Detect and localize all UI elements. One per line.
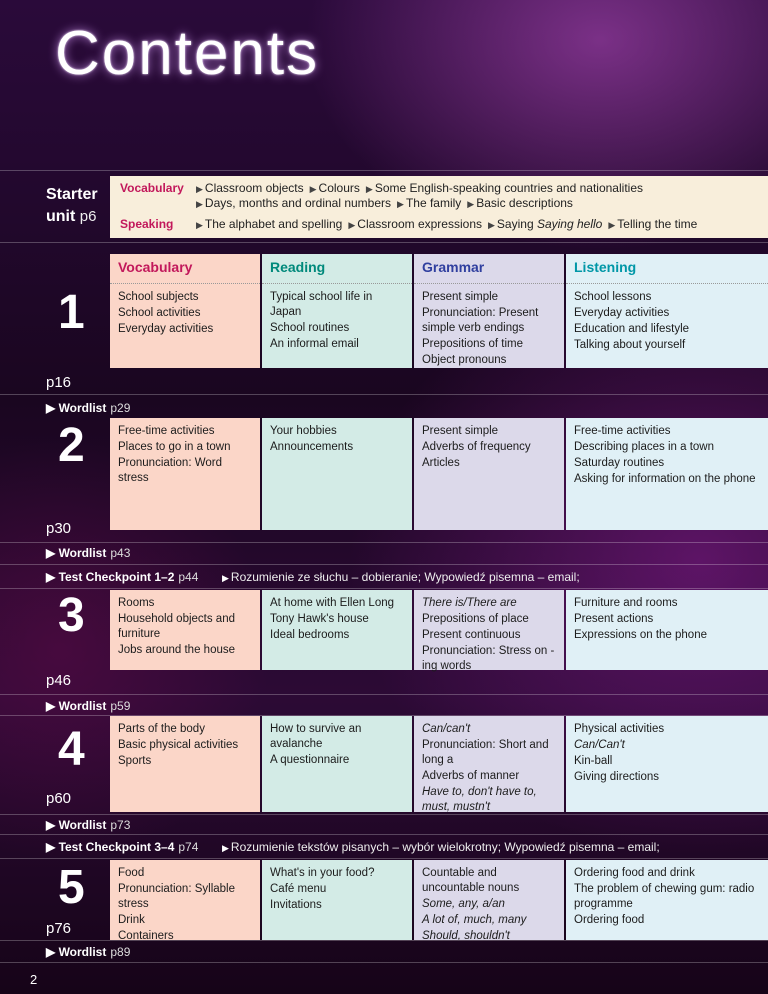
divider xyxy=(0,940,768,941)
wordlist-label: Wordlist xyxy=(58,818,107,832)
unit4-listening-item: Can/Can't xyxy=(574,739,625,751)
unit2-grammar-item: Articles xyxy=(422,457,460,469)
starter-vocab-item: The family xyxy=(405,196,462,210)
unit2-reading-item: Your hobbies xyxy=(270,425,337,437)
unit5-vocab-item: Food xyxy=(118,867,145,879)
unit2-vocab-item: Free-time activities xyxy=(118,425,215,437)
unit4-reading-item: A questionnaire xyxy=(270,754,350,766)
starter-speaking-item: Telling the time xyxy=(617,217,698,231)
starter-vocab-row2: ▶ Days, months and ordinal numbers ▶ The family ▶ Basic descriptions xyxy=(196,196,573,210)
unit5-reading-item: What's in your food? xyxy=(270,867,375,879)
unit5-reading-item: Invitations xyxy=(270,899,322,911)
wordlist-label: Wordlist xyxy=(58,699,107,713)
unit-2-row xyxy=(110,418,768,530)
wordlist-page: p89 xyxy=(110,945,131,959)
unit3-grammar-item: Present continuous xyxy=(422,629,521,641)
unit-3-page[interactable]: p46 xyxy=(46,672,72,689)
unit2-listening-item: Asking for information on the phone xyxy=(574,473,756,485)
starter-vocab-item: Colours xyxy=(318,181,360,195)
unit2-vocab-item: Places to go in a town xyxy=(118,441,231,453)
unit5-reading-item: Café menu xyxy=(270,883,327,895)
divider xyxy=(0,962,768,963)
unit2-grammar-item: Adverbs of frequency xyxy=(422,441,531,453)
unit1-listening-item: Talking about yourself xyxy=(574,339,686,351)
unit1-reading-item: An informal email xyxy=(270,338,359,350)
header-vocabulary: Vocabulary xyxy=(110,254,260,284)
header-reading: Reading xyxy=(262,254,412,284)
checkpoint-page: p74 xyxy=(178,840,199,854)
divider xyxy=(0,564,768,565)
unit3-reading-item: Tony Hawk's house xyxy=(270,613,369,625)
test-checkpoint-1-2[interactable]: ▶ Test Checkpoint 1–2 p44 ▶ Rozumienie ze słuchu – dobieranie; Wypowiedź pisemna – email; xyxy=(46,570,580,584)
unit5-vocab-item: Drink xyxy=(118,914,145,926)
divider xyxy=(0,542,768,543)
starter-vocab-item: Basic descriptions xyxy=(476,196,573,210)
unit-1-row xyxy=(110,254,768,368)
wordlist-page: p29 xyxy=(110,401,131,415)
unit2-reading-item: Announcements xyxy=(270,441,354,453)
checkpoint-description: Rozumienie ze słuchu – dobieranie; Wypowiedź pisemna – email; xyxy=(230,570,580,584)
wordlist-link[interactable]: ▶ Wordlist p43 xyxy=(46,546,131,560)
wordlist-link[interactable]: ▶ Wordlist p29 xyxy=(46,401,131,415)
divider xyxy=(0,394,768,395)
page-title: Contents xyxy=(55,19,320,88)
unit-5-row xyxy=(110,860,768,940)
unit1-listening-item: Education and lifestyle xyxy=(574,323,690,335)
wordlist-link[interactable]: ▶ Wordlist p73 xyxy=(46,818,131,832)
divider xyxy=(0,242,768,243)
unit3-grammar-item: Prepositions of place xyxy=(422,613,529,625)
starter-speaking-heading: Speaking xyxy=(120,217,174,231)
divider xyxy=(0,588,768,589)
wordlist-label: Wordlist xyxy=(58,401,107,415)
checkpoint-page: p44 xyxy=(178,570,199,584)
unit1-reading-item: School routines xyxy=(270,322,350,334)
divider xyxy=(0,814,768,815)
unit5-grammar-item: Some, any, a/an xyxy=(422,898,505,910)
divider xyxy=(0,694,768,695)
page-number: 2 xyxy=(30,972,38,987)
divider xyxy=(0,858,768,859)
unit5-grammar-item: Countable and uncountable nouns xyxy=(422,867,520,894)
unit1-vocab-item: School activities xyxy=(118,307,201,319)
unit-3-row xyxy=(110,590,768,670)
unit3-vocab-item: Jobs around the house xyxy=(118,644,236,656)
unit5-listening-item: Ordering food and drink xyxy=(574,867,695,879)
unit5-listening-item: The problem of chewing gum: radio programme xyxy=(574,883,755,910)
starter-speaking-item: Classroom expressions xyxy=(357,217,482,231)
wordlist-label: Wordlist xyxy=(58,546,107,560)
wordlist-link[interactable]: ▶ Wordlist p59 xyxy=(46,699,131,713)
starter-speaking-item: The alphabet and spelling xyxy=(204,217,343,231)
unit1-reading-item: Typical school life in Japan xyxy=(270,291,373,318)
unit3-vocab-item: Household objects and furniture xyxy=(118,613,235,640)
unit3-reading-item: Ideal bedrooms xyxy=(270,629,350,641)
starter-speaking-row: Speaking ▶ The alphabet and spelling ▶ Classroom expressions ▶ Saying Saying hello ▶ Telling the time xyxy=(120,217,698,231)
unit2-listening-item: Saturday routines xyxy=(574,457,665,469)
unit4-listening-item: Physical activities xyxy=(574,723,665,735)
starter-vocab-item: Days, months and ordinal numbers xyxy=(204,196,392,210)
unit4-vocab-item: Basic physical activities xyxy=(118,739,239,751)
unit4-grammar-item: Pronunciation: Short and long a xyxy=(422,739,549,766)
unit4-listening-item: Giving directions xyxy=(574,771,660,783)
unit-1-number: 1 xyxy=(58,286,85,339)
starter-label-line2: unit xyxy=(46,208,76,225)
unit4-vocab-item: Sports xyxy=(118,755,152,767)
unit1-vocab-item: School subjects xyxy=(118,291,199,303)
unit1-vocab-item: Everyday activities xyxy=(118,323,214,335)
unit5-vocab-item: Containers xyxy=(118,930,174,942)
unit1-grammar-item: Object pronouns xyxy=(422,354,507,366)
unit-2-number: 2 xyxy=(58,419,85,472)
unit3-listening-item: Furniture and rooms xyxy=(574,597,678,609)
starter-vocab-heading: Vocabulary xyxy=(120,181,184,195)
unit5-grammar-item: A lot of, much, many xyxy=(422,914,527,926)
starter-speaking-item: Saying hello xyxy=(536,217,603,231)
unit5-grammar-item: Should, shouldn't xyxy=(422,930,510,942)
starter-label-line1: Starter xyxy=(46,186,98,203)
unit4-grammar-item: Adverbs of manner xyxy=(422,770,520,782)
unit-4-row xyxy=(110,716,768,812)
unit3-listening-item: Present actions xyxy=(574,613,654,625)
unit2-listening-item: Free-time activities xyxy=(574,425,671,437)
unit5-listening-item: Ordering food xyxy=(574,914,645,926)
unit4-listening-item: Kin-ball xyxy=(574,755,613,767)
wordlist-link[interactable]: ▶ Wordlist p89 xyxy=(46,945,131,959)
starter-unit-label xyxy=(46,184,98,228)
unit1-grammar-item: Prepositions of time xyxy=(422,338,523,350)
wordlist-page: p43 xyxy=(110,546,131,560)
unit2-vocab-item: Pronunciation: Word stress xyxy=(118,457,222,484)
unit1-grammar-item: Pronunciation: Present simple verb endings xyxy=(422,307,539,334)
unit4-grammar-item: Have to, don't have to, must, mustn't xyxy=(422,786,537,813)
unit1-grammar-item: Present simple xyxy=(422,291,499,303)
unit3-vocab-item: Rooms xyxy=(118,597,155,609)
unit-4-number: 4 xyxy=(58,723,85,776)
unit3-grammar-item: Pronunciation: Stress on -ing words xyxy=(422,645,555,672)
checkpoint-label: Test Checkpoint 3–4 xyxy=(58,840,175,854)
test-checkpoint-3-4[interactable]: ▶ Test Checkpoint 3–4 p74 ▶ Rozumienie tekstów pisanych – wybór wielokrotny; Wypowiedź pisemna – email; xyxy=(46,840,660,854)
unit3-reading-item: At home with Ellen Long xyxy=(270,597,395,609)
checkpoint-label: Test Checkpoint 1–2 xyxy=(58,570,175,584)
starter-vocab-item: Classroom objects xyxy=(204,181,304,195)
unit2-listening-item: Describing places in a town xyxy=(574,441,714,453)
wordlist-page: p59 xyxy=(110,699,131,713)
unit4-grammar-item: Can/can't xyxy=(422,723,471,735)
unit-3-number: 3 xyxy=(58,589,85,642)
unit1-listening-item: School lessons xyxy=(574,291,652,303)
divider xyxy=(0,834,768,835)
starter-vocab-row: Vocabulary ▶ Classroom objects ▶ Colours ▶ Some English-speaking countries and nationalities xyxy=(120,181,643,195)
unit3-listening-item: Expressions on the phone xyxy=(574,629,707,641)
checkpoint-description: Rozumienie tekstów pisanych – wybór wielokrotny; Wypowiedź pisemna – email; xyxy=(230,840,660,854)
header-grammar: Grammar xyxy=(414,254,564,284)
starter-vocab-item: Some English-speaking countries and nationalities xyxy=(374,181,643,195)
wordlist-page: p73 xyxy=(110,818,131,832)
unit-2-page[interactable]: p30 xyxy=(46,520,72,537)
unit-5-number: 5 xyxy=(58,861,85,914)
unit-5-page[interactable]: p76 xyxy=(46,920,72,937)
divider xyxy=(0,170,768,171)
wordlist-label: Wordlist xyxy=(58,945,107,959)
starter-box xyxy=(110,176,768,238)
unit4-vocab-item: Parts of the body xyxy=(118,723,205,735)
unit2-grammar-item: Present simple xyxy=(422,425,499,437)
unit3-grammar-item: There is/There are xyxy=(422,597,517,609)
unit-1-page[interactable]: p16 xyxy=(46,374,72,391)
unit-4-page[interactable]: p60 xyxy=(46,790,72,807)
header-listening: Listening xyxy=(566,254,768,284)
unit5-vocab-item: Pronunciation: Syllable stress xyxy=(118,883,235,910)
unit1-listening-item: Everyday activities xyxy=(574,307,670,319)
unit4-reading-item: How to survive an avalanche xyxy=(270,723,362,750)
starter-page[interactable]: p6 xyxy=(79,208,97,225)
